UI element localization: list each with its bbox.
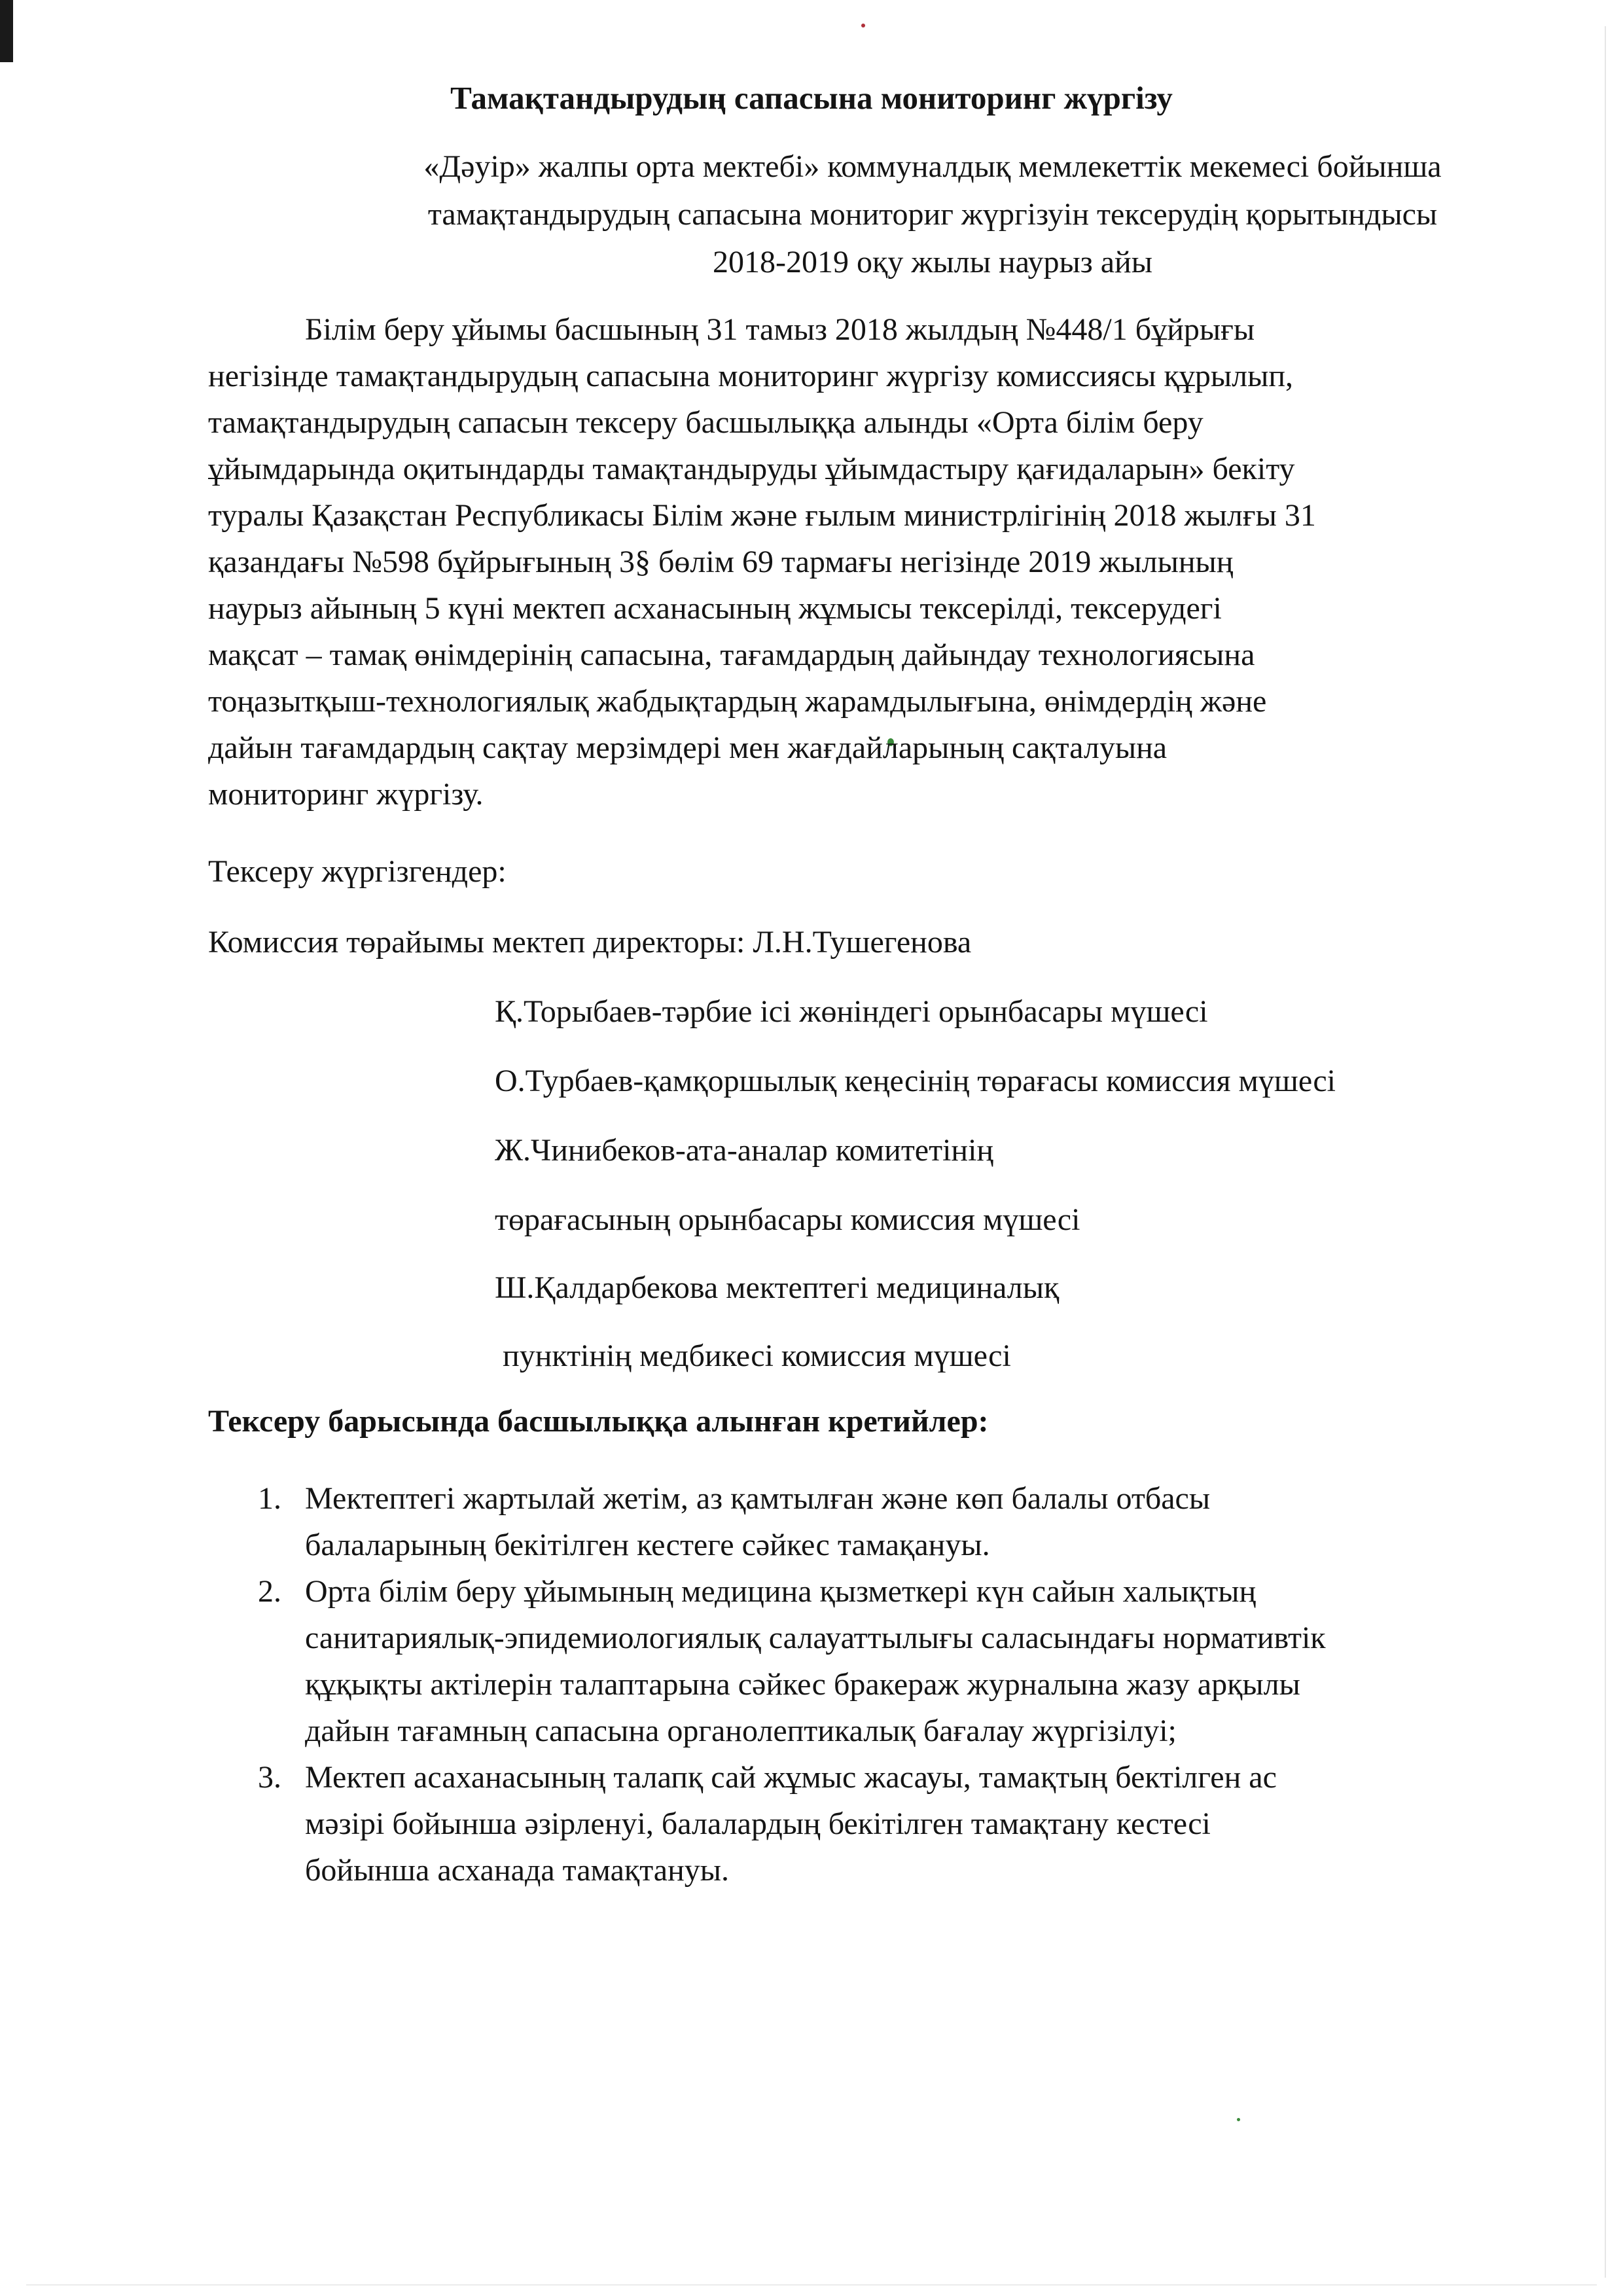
scan-speck — [1237, 2118, 1240, 2121]
commission-member: Ш.Қалдарбекова мектептегі медициналық — [495, 1270, 1060, 1305]
list-item-number: 2. — [258, 1574, 281, 1609]
scan-edge-line — [1605, 26, 1606, 2278]
criteria-list — [208, 1475, 1596, 1893]
list-item — [208, 1754, 1596, 1893]
commission-member: О.Турбаев-қамқоршылық кеңесінің төрағасы комиссия мүшесі — [495, 1064, 1336, 1098]
paragraph-line: қазандағы №598 бұйрығының 3§ бөлім 69 тармағы негізінде 2019 жылының — [208, 545, 1234, 579]
document-subtitle — [281, 143, 1584, 286]
list-item-line: дайын тағамның сапасына органолептикалық бағалау жүргізілуі; — [305, 1713, 1177, 1748]
subtitle-line: тамақтандырудың сапасына мониториг жүргізуін тексерудің қорытындысы — [427, 197, 1438, 232]
inspectors-label: Тексеру жүргізгендер: — [208, 854, 507, 889]
subtitle-line: «Дәуір» жалпы орта мектебі» коммуналдық мемлекеттік мекемесі бойынша — [423, 149, 1442, 184]
commission-member: Ж.Чинибеков-ата-аналар комитетінің — [495, 1133, 994, 1168]
list-item-line: бойынша асханада тамақтануы. — [305, 1853, 730, 1888]
commission-member: пунктінің медбикесі комиссия мүшесі — [495, 1338, 1011, 1373]
list-item-number: 1. — [258, 1481, 281, 1516]
list-item-line: құқықты актілерін талаптарына сәйкес бракераж журналына жазу арқылы — [305, 1667, 1300, 1702]
list-item-line: Мектептегі жартылай жетім, аз қамтылған және көп балалы отбасы — [305, 1481, 1211, 1516]
paragraph-line: дайын тағамдардың сақтау мерзімдері мен жағдайларының сақталуына — [208, 730, 1168, 765]
scan-speck — [861, 24, 865, 27]
subtitle-line: 2018-2019 оқу жылы наурыз айы — [713, 245, 1152, 279]
commission-chair: Комиссия төрайымы мектеп директоры: Л.Н.Тушегенова — [208, 925, 972, 960]
paragraph-line: наурыз айының 5 күні мектеп асханасының жұмысы тексерілді, тексерудегі — [208, 591, 1222, 626]
list-item-line: Орта білім беру ұйымының медицина қызметкері күн сайын халықтың — [305, 1574, 1257, 1609]
commission-member: Қ.Торыбаев-тәрбие ісі жөніндегі орынбасары мүшесі — [495, 994, 1208, 1029]
document-title: Тамақтандырудың сапасына мониторинг жүргізу — [450, 80, 1173, 116]
paragraph-line: негізінде тамақтандырудың сапасына мониторинг жүргізу комиссиясы құрылып, — [208, 359, 1294, 393]
list-item-number: 3. — [258, 1760, 281, 1795]
commission-member: төрағасының орынбасары комиссия мүшесі — [495, 1202, 1080, 1237]
paragraph-line: туралы Қазақстан Республикасы Білім және ғылым министрлігінің 2018 жылғы 31 — [208, 498, 1316, 533]
list-item-line: санитариялық-эпидемиологиялық салауаттылығы саласындағы нормативтік — [305, 1621, 1326, 1655]
list-item-line: мәзірі бойынша әзірленуі, балалардың бекітілген тамақтану кестесі — [305, 1806, 1211, 1841]
paragraph-line: тоңазытқыш-технологиялық жабдықтардың жарамдылығына, өнімдердің және — [208, 684, 1267, 719]
paragraph-line: Білім беру ұйымы басшының 31 тамыз 2018 жылдың №448/1 бұйрығы — [305, 312, 1255, 347]
criteria-heading: Тексеру барысында басшылыққа алынған кретийлер: — [208, 1404, 989, 1439]
scan-edge-line — [26, 2284, 1597, 2286]
paragraph-line: мониторинг жүргізу. — [208, 777, 484, 812]
list-item — [208, 1568, 1596, 1754]
paragraph-line: ұйымдарында оқитындарды тамақтандыруды ұйымдастыру қағидаларын» бекіту — [208, 452, 1295, 486]
body-paragraph — [208, 306, 1569, 817]
paragraph-line: тамақтандырудың сапасын тексеру басшылыққа алынды «Орта білім беру — [208, 405, 1204, 440]
scan-corner-mark — [0, 0, 13, 62]
list-item — [208, 1475, 1596, 1568]
list-item-line: Мектеп асаханасының талапқ сай жұмыс жасауы, тамақтың бектілген ас — [305, 1760, 1277, 1795]
paragraph-line: мақсат – тамақ өнімдерінің сапасына, тағамдардың дайындау технологиясына — [208, 637, 1255, 672]
list-item-line: балаларының бекітілген кестеге сәйкес тамақануы. — [305, 1528, 990, 1562]
